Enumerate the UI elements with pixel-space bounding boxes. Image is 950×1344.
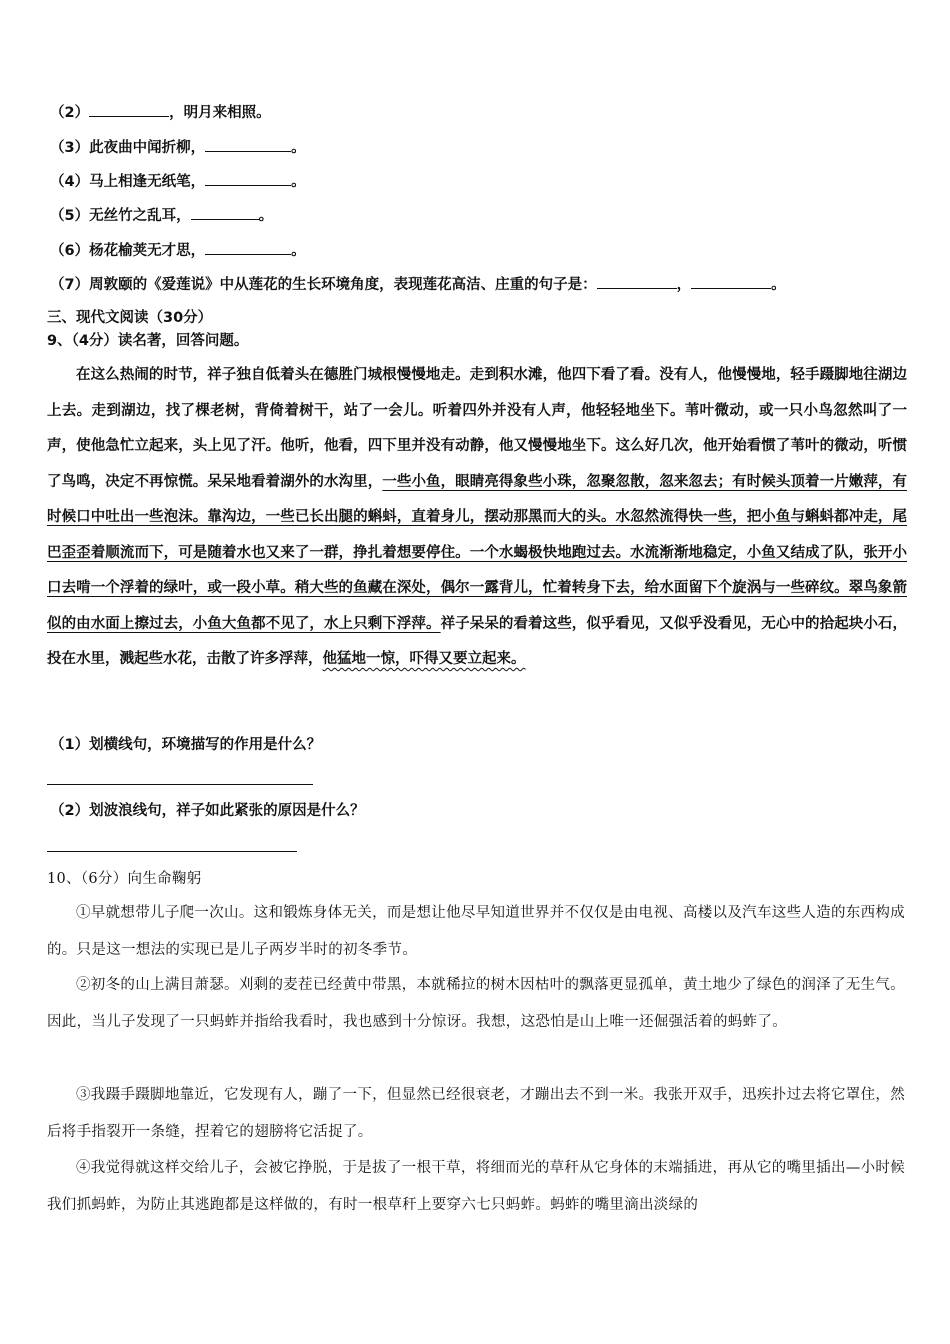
passage-plain: 在这么热闹的时节，祥子独自低着头在德胜门城根慢慢地走。走到积水滩，他四下看了看。没有人，他慢慢地，轻手蹑脚地往湖边上去。走到湖边，找了棵老树，背倚着树干，站了一会儿。听着四外并没有人声，他轻轻地坐下。苇叶微动，或一只小鸟忽然叫了一声，使他急忙立起来，头上见了汗。他听，他看，四下里并没有动静，他又慢慢地坐下。这么好几次，他开始看惯了苇叶的微动，听惯了鸟鸣，决定不再惊慌。呆呆地看着湖外的水沟里， bbox=[47, 367, 907, 490]
fill-item-text: 。 bbox=[291, 174, 306, 190]
fill-item-4 bbox=[50, 171, 306, 192]
fill-item-text: ，明月来相照。 bbox=[169, 105, 271, 121]
answer-blank[interactable] bbox=[205, 240, 291, 255]
fill-item-text: （3）此夜曲中闻折柳， bbox=[50, 140, 206, 156]
answer-line[interactable] bbox=[47, 784, 313, 785]
fill-item-2 bbox=[50, 102, 271, 123]
q10-paragraph-1: ①早就想带儿子爬一次山。这和锻炼身体无关，而是想让他尽早知道世界并不仅仅是由电视、高楼以及汽车这些人造的东西构成的。只是这一想法的实现已是儿子两岁半时的初冬季节。 bbox=[47, 905, 905, 958]
fill-item-text: 。 bbox=[258, 208, 274, 224]
answer-line[interactable] bbox=[47, 851, 297, 852]
fill-item-text: （6）杨花榆荚无才思， bbox=[50, 243, 206, 259]
section-title: 三、现代文阅读（30分） bbox=[47, 310, 213, 326]
answer-blank[interactable] bbox=[691, 274, 771, 289]
passage-plain: 祥子呆呆的看着这些，似乎看见，又似乎没看见，无心中的拾起块小石，投在水里，溅起些水花，击散了许多浮萍， bbox=[47, 615, 907, 667]
q10-header: 10、（6分）向生命鞠躬 bbox=[47, 871, 202, 887]
q9-header: 9、（4分）读名著，回答问题。 bbox=[47, 333, 249, 349]
fill-item-7 bbox=[50, 274, 786, 295]
fill-item-text: 。 bbox=[291, 243, 306, 259]
fill-item-6 bbox=[50, 240, 306, 261]
fill-item-text: 。 bbox=[291, 140, 306, 156]
q9-sub1: （1）划横线句，环境描写的作用是什么？ bbox=[50, 737, 322, 753]
fill-item-text: （7）周敦颐的《爱莲说》中从莲花的生长环境角度，表现莲花高洁、庄重的句子是： bbox=[50, 277, 597, 293]
answer-blank[interactable] bbox=[597, 274, 677, 289]
fill-item-3 bbox=[50, 137, 306, 158]
q10-paragraph-4: ④我觉得就这样交给儿子，会被它挣脱，于是拔了一根干草，将细而光的草秆从它身体的末端插进，再从它的嘴里插出—小时候我们抓蚂蚱，为防止其逃跑都是这样做的，有时一根草秆上要穿六七只蚂蚱。蚂蚱的嘴里滴出淡绿的 bbox=[47, 1160, 905, 1213]
answer-blank[interactable] bbox=[89, 102, 169, 117]
fill-item-text: （2） bbox=[50, 105, 90, 121]
fill-item-text: ， bbox=[676, 277, 692, 293]
q10-paragraph-2: ②初冬的山上满目萧瑟。刈剩的麦茬已经黄中带黑，本就稀拉的树木因枯叶的飘落更显孤单，黄土地少了绿色的润泽了无生气。因此，当儿子发现了一只蚂蚱并指给我看时，我也感到十分惊讶。我想，这恐怕是山上唯一还倔强活着的蚂蚱了。 bbox=[47, 977, 905, 1030]
fill-item-text: （4）马上相逢无纸笔， bbox=[50, 174, 206, 190]
fill-item-text: 。 bbox=[771, 277, 786, 293]
wavy-underlined-sentence: 他猛地一惊，吓得又要立起来。 bbox=[322, 651, 526, 667]
answer-blank[interactable] bbox=[205, 171, 291, 186]
q9-sub2: （2）划波浪线句，祥子如此紧张的原因是什么？ bbox=[50, 803, 365, 819]
underlined-sentence: 一些小鱼，眼睛亮得象些小珠，忽聚忽散，忽来忽去；有时候头顶着一片嫩萍，有时候口中吐出一些泡沫。靠沟边，一些已长出腿的蝌蚪，直着身儿，摆动那黑而大的头。水忽然流得快一些，把小鱼与蝌蚪都冲走，尾巴歪歪着顺流而下，可是随着水也又来了一群，挣扎着想要停住。一个水蝎极快地跑过去。水流渐渐地稳定，小鱼又结成了队，张开小口去啃一个浮着的绿叶，或一段小草。稍大些的鱼藏在深处，偶尔一露背儿，忙着转身下去，给水面留下个旋涡与一些碎纹。翠鸟象箭似的由水面上擦过去，小鱼大鱼都不见了，水上只剩下浮萍。 bbox=[47, 473, 908, 632]
q10-paragraph-3: ③我蹑手蹑脚地靠近，它发现有人，蹦了一下，但显然已经很衰老，才蹦出去不到一米。我张开双手，迅疾扑过去将它罩住，然后将手指裂开一条缝，捏着它的翅膀将它活捉了。 bbox=[47, 1087, 905, 1140]
q9-passage bbox=[47, 358, 907, 678]
fill-item-5 bbox=[50, 205, 273, 226]
answer-blank[interactable] bbox=[205, 137, 291, 152]
answer-blank[interactable] bbox=[191, 205, 259, 220]
fill-item-text: （5）无丝竹之乱耳， bbox=[50, 208, 191, 224]
